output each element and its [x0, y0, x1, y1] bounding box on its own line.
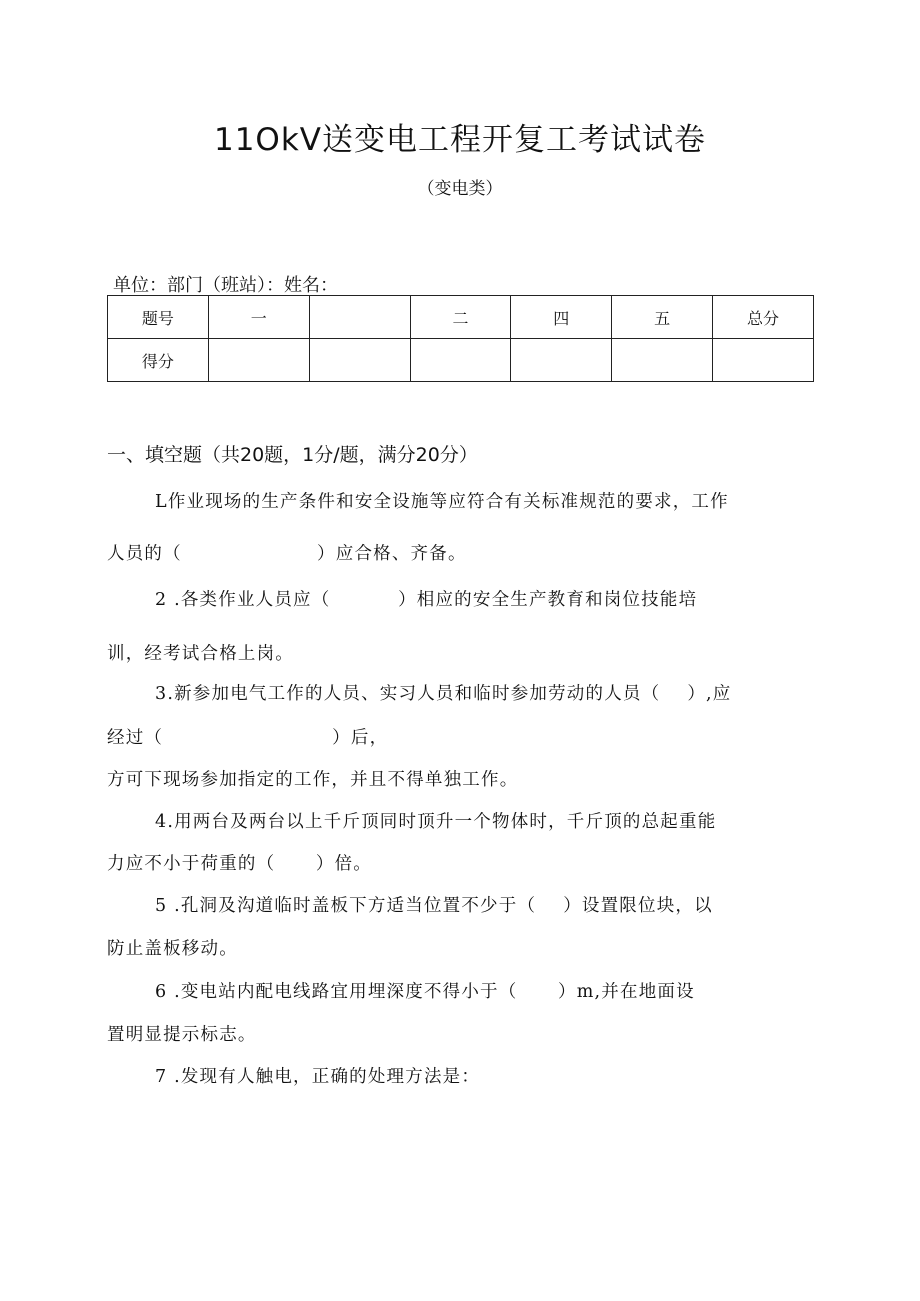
header-cell: 题号	[108, 296, 209, 339]
question-line: 方可下现场参加指定的工作，并且不得单独工作。	[107, 770, 519, 790]
score-cell[interactable]	[612, 339, 713, 382]
score-table-score-row	[108, 339, 814, 382]
question-line: 经过（ ）后，	[107, 728, 389, 748]
score-cell[interactable]	[511, 339, 612, 382]
question-line: 6 .变电站内配电线路宜用埋深度不得小于（ ）m,并在地面设	[155, 982, 695, 1002]
question-line: 训，经考试合格上岗。	[107, 644, 294, 664]
score-table-header-row	[108, 296, 814, 339]
question-line: 防止盖板移动。	[107, 939, 238, 959]
header-cell: 五	[612, 296, 713, 339]
question-line: 人员的（ ）应合格、齐备。	[107, 544, 467, 564]
question-line: 3.新参加电气工作的人员、实习人员和临时参加劳动的人员（ ）,应	[155, 684, 732, 704]
unit-line: 单位：部门（班站）：姓名：	[113, 275, 338, 296]
question-line: 7 .发现有人触电，正确的处理方法是：	[155, 1067, 481, 1087]
header-cell: 总分	[713, 296, 814, 339]
score-row-label: 得分	[108, 339, 209, 382]
exam-title: 11OkV送变电工程开复工考试试卷	[213, 122, 706, 158]
header-cell: 二	[410, 296, 511, 339]
score-cell[interactable]	[208, 339, 309, 382]
header-cell: 四	[511, 296, 612, 339]
header-cell: 一	[208, 296, 309, 339]
question-line: 4.用两台及两台以上千斤顶同时顶升一个物体时，千斤顶的总起重能	[155, 812, 717, 832]
question-line: L作业现场的生产条件和安全设施等应符合有关标准规范的要求，工作	[155, 492, 729, 512]
question-line: 力应不小于荷重的（ ）倍。	[107, 854, 372, 874]
question-line: 5 .孔洞及沟道临时盖板下方适当位置不少于（ ）设置限位块，以	[155, 896, 713, 916]
exam-subtitle: （变电类）	[417, 179, 503, 199]
score-cell[interactable]	[410, 339, 511, 382]
header-cell	[309, 296, 410, 339]
score-cell[interactable]	[309, 339, 410, 382]
score-cell[interactable]	[713, 339, 814, 382]
question-line: 2 .各类作业人员应（ ）相应的安全生产教育和岗位技能培	[155, 590, 698, 610]
score-table	[107, 295, 814, 382]
section-1-title: 一、填空题（共20题，1分/题，满分20分）	[107, 444, 478, 466]
question-line: 置明显提示标志。	[107, 1025, 257, 1045]
